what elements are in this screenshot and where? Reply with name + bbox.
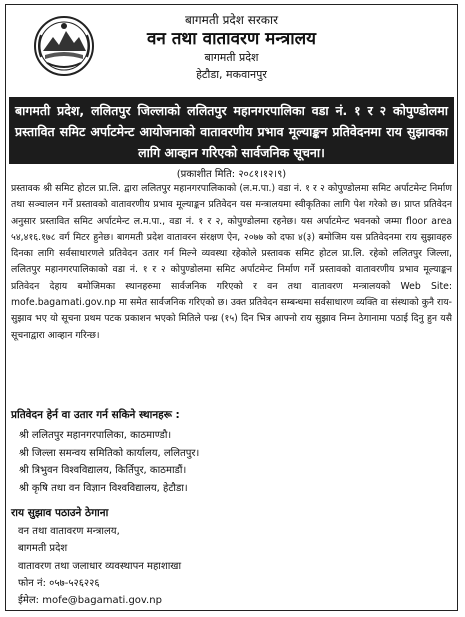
locations-heading: प्रतिवेदन हेर्न वा उतार गर्न सकिने स्थानहरू : [11,409,180,421]
location-item: श्री कृषि तथा वन विज्ञान विश्वविद्यालय, हेटौडा। [19,482,188,494]
address-line: बागमती प्रदेश [18,543,68,555]
phone-line: फोन नं: ०५७-५२६२२६ [18,577,100,589]
locations-list [19,427,199,497]
published-date: (प्रकाशीत मिति: २०८१।१२।९) [176,169,287,180]
notice-body: प्रस्तावक श्री समिट होटल प्रा.लि. द्वारा ललितपुर महानगरपालिकाको (ल.म.पा.) वडा नं. १ र २ कोपुण्डोलमा समिट अर्पाटमेन्ट निर्माण तथा सञ्चालन गर्ने प्रस्तावको वातावरणीय प्रभाव मूल्याङ्कन प्रतिवेदन यस मन्त्रालयमा स्वीकृतिका लागि पेश गरेको छ। प्राप्त प्रतिवेदन अनुसार प्रस्तावित समिट अर्पाटमेन्ट ल.म.पा., वडा नं. १ र २, कोपुण्डोलमा रहनेछ। यस अर्पाटमेन्ट भवनको जम्मा floor area ५४,४१६.१७८ वर्ग मिटर हुनेछ। बागमती प्रदेश वातावरन संरक्षण ऐन, २०७७ को दफा ४(३) बमोजिम यस प्रतिवेदनमा राय सुझावहरु दिनका लागि सर्वसाधारणले प्रतिवेदन उतार गर्न मिल्ने व्यवस्था रहेकोले प्रस्तावक समिट होटल प्रा.लि. रहेको ललितपुर जिल्ला, ललितपुर महानगरपालिकाको वडा नं. १ र २ कोपुण्डोलमा समिट अर्पाटमेन्ट निर्माण गर्ने प्रस्तावको वातावरणीय प्रभाव मूल्याङ्कन प्रतिवेदन देहाय बमोजिमका स्थानहरुमा सार्वजनिक गरिएको र वन तथा वातावरण मन्त्रालयको Web Site: mofe.bagamati.gov.np मा समेत सार्वजनिक गरिएको छ। उक्त प्रतिवेदन सम्बन्धमा सर्वसाधारण व्यक्ति वा संस्थाको कुनै राय-सुझाव भए यो सूचना प्रथम पटक प्रकाशन भएको मितिले पन्ध्र (१५) दिन भित्र आफ्नो राय सुझाव निम्न ठेगानामा पठाई दिनु हुन यसै सूचनाद्वारा आव्हान गरिन्छ। [11,183,452,341]
address-line: वातावरण तथा जलाधार व्यवस्थापन महाशाखा [18,560,182,572]
ministry-name: वन तथा वातावरण मन्त्रालय [146,29,317,49]
notice-title: बागमती प्रदेश, ललितपुर जिल्लाको ललितपुर महानगरपालिका वडा नं. १ र २ कोपुण्डोलमा प्रस्तावित समिट अर्पाटमेन्ट आयोजनाको वातावरणीय प्रभाव मूल्याङ्कन प्रतिवेदनमा राय सुझावका लागि आव्हान गरिएको सार्वजनिक सूचना। [9,97,454,164]
address-line: वन तथा वातावरण मन्त्रालय, [18,526,120,537]
location-item: श्री जिल्ला समन्वय समितिको कार्यालय, ललितपुर। [19,447,200,459]
city-name: हेटौडा, मकवानपुर [196,68,267,81]
location-item: श्री ललितपुर महानगरपालिका, काठमाण्डौ। [19,430,172,441]
notice-header [6,5,457,97]
public-notice [5,4,458,611]
email-line: ईमेल: mofe@bagamati.gov.np [18,595,162,607]
province-name: बागमती प्रदेश [204,51,259,64]
location-item: श्री त्रिभुवन विश्वविद्यालय, किर्तिपुर, काठमाडौं। [19,465,187,477]
address-heading: राय सुझाव पठाउने ठेगाना [11,507,109,519]
government-name: बागमती प्रदेश सरकार [184,13,279,27]
address-block [18,523,181,609]
